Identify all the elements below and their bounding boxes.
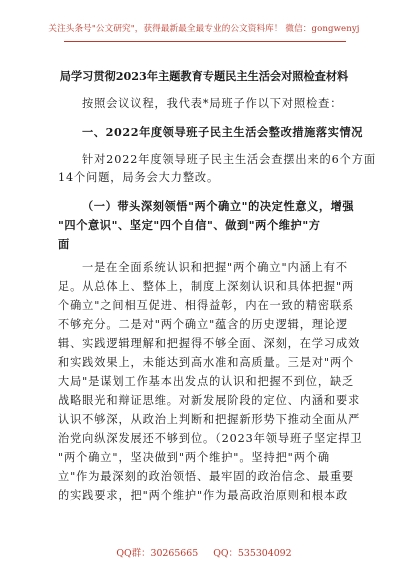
paragraph-line: 不够充分。二是对"两个确立"蕴含的历史逻辑，理论逻 xyxy=(58,318,349,331)
paragraph-line: 辑、实践逻辑理解和把握得不够全面、深刻，在学习成效 xyxy=(58,337,361,350)
footer-qq-group: QQ群：30265665 xyxy=(116,548,199,559)
subheading-line: 面 xyxy=(58,237,70,251)
document-title: 局学习贯彻2023年主题教育专题民主生活会对照检查材料 xyxy=(59,69,349,83)
banner-text: 关注头条号"公文研究"，获得最新最全最专业的公文资料库！ 微信：gongwenyj xyxy=(48,24,360,34)
footer-contact xyxy=(0,545,408,559)
paragraph-line: 立"作为最深刻的政治领悟、最牢固的政治信念、最重要 xyxy=(58,470,355,483)
paragraph-line: 战略眼光和辩证思维。对新发展阶段的定位、内涵和要求 xyxy=(58,394,361,407)
subheading-line: （一）带头深刻领悟"两个确立"的决定性意义，增强 xyxy=(82,199,355,213)
paragraph-line: 个确立"之间相互促进、相得益彰，内在一致的精密联系 xyxy=(58,299,355,312)
subheading-line: "四个意识"、坚定"四个自信"、做到"两个维护"方 xyxy=(58,218,321,232)
paragraph-line: 大局"是谋划工作基本出发点的认识和把握不到位，缺乏 xyxy=(58,375,355,388)
paragraph-line: 14个问题，局务会大力整改。 xyxy=(58,171,220,184)
banner-divider xyxy=(64,41,346,42)
intro-paragraph: 按照会议议程，我代表*局班子作以下对照检查： xyxy=(82,97,343,110)
paragraph-line: "两个确立"，坚决做到"两个维护"。坚持把"两个确 xyxy=(58,451,330,464)
paragraph-line: 的实践要求，把"两个维护"作为最高政治原则和根本政 xyxy=(58,489,349,502)
paragraph-line: 足。从总体上、整体上，制度上深刻认识和具体把握"两 xyxy=(58,280,355,293)
section-heading: 一、2022年度领导班子民主生活会整改措施落实情况 xyxy=(82,125,364,139)
paragraph-line: 治党向纵深发展还不够到位。（2023年领导班子坚定捍卫 xyxy=(58,432,363,445)
paragraph-line: 认识不够深，从政治上判断和把握新形势下推动全面从严 xyxy=(58,413,361,426)
footer-qq: QQ：535304092 xyxy=(213,548,292,559)
paragraph-line: 针对2022年度领导班子民主生活会查摆出来的6个方面 xyxy=(82,153,376,166)
paragraph-line: 和实践效果上，未能达到高水准和高质量。三是对"两个 xyxy=(58,356,355,369)
paragraph-line: 一是在全面系统认识和把握"两个确立"内涵上有不 xyxy=(82,261,348,274)
